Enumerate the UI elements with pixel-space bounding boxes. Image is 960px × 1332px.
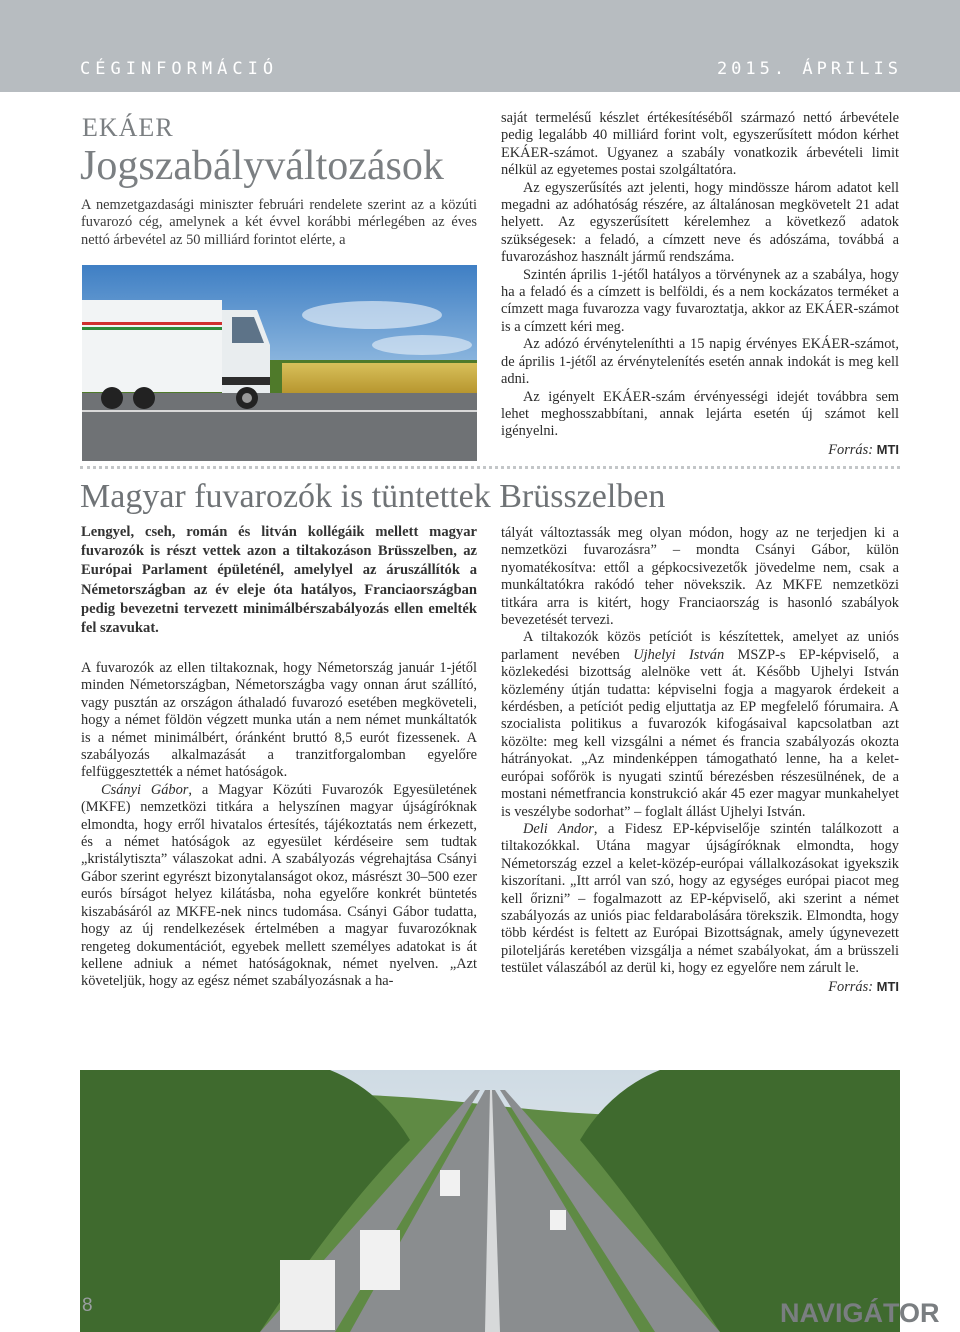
article2-source <box>501 978 899 996</box>
source-org: MTI <box>876 978 899 994</box>
article2-lead: Lengyel, cseh, román és litván kollégáik mellett magyar fuvarozók is részt vettek azon a tiltakozáson Brüsszelben, az Európai Parlament épületénél, amelylyel az áruszállítók a Németországban az év eleje óta hatályos, Franciaországban pedig bevezetni tervezett minimálbérszabályozás ellen emelték fel szavukat. <box>81 524 477 637</box>
person-name: Deli Andor <box>523 820 594 837</box>
article1-paragraph: Szintén április 1-jétől hatályos a törvénynek az a szabálya, hogy ha a feladó és a címzett is belföldi, és a nem kockázatos terméket a címzett maga fuvarozza vagy fuvaroztatja, akkor az EKÁER-számot is a címzett kéri meg. <box>501 266 899 335</box>
article1-paragraph: Az igényelt EKÁER-szám érvényességi idejét továbbra sem lehet meghosszabbítani, annak lejárta esetén új számot kell igényelni. <box>501 388 899 440</box>
page-header <box>0 0 960 92</box>
article2-right-column <box>501 525 899 996</box>
article2-left-column <box>81 660 477 991</box>
source-label: Forrás: <box>828 441 873 458</box>
article2-paragraph: A tiltakozók közös petíciót is készítettek, amelyet az uniós parlament nevében Ujhelyi István MSZP-s EP-képviselő, a közlekedési bizottság alelnöke vett át. Később Ujhelyi István közlemény útján tudatta: képviselni fogja a magyarok érdekeit a kérdésben, a petíciót pedig eljuttatja az EP megfelelő fórumaira. A szocialista politikus a fuvarozók kifogásaival kapcsolatban azt közölte: meg kell vizsgálni a német és francia szabályozás okozta hátrányokat. „Az mindenképpen támogatható lenne, ha a kelet-európai sofőrök is nyugati szintű bérezésben részesülnének, de a mostani németfrancia konstrukció akár 45 ezer magyar munkahelyet is veszélybe sodorhat” – foglalt állást Ujhelyi István. <box>501 629 899 820</box>
article1-paragraph: Az egyszerűsítés azt jelenti, hogy mindössze három adatot kell megadni az adóhatóság részére, az általánosan megkövetelt 21 adat helyett. Az egyszerűsített kérelemhez a következő adatok szükségesek: a feladó, a címzett neve és adószáma, továbbá a fuvarozáshoz használt jármű rendszáma. <box>501 179 899 266</box>
article1-kicker: EKÁER <box>82 113 174 142</box>
article1-intro: A nemzetgazdasági miniszter februári rendelete szerint az a közúti fuvarozó cég, amelynek a két évvel korábbi mérlegében az éves nettó árbevétel az 50 milliárd forintot elérte, a <box>81 197 477 248</box>
source-label: Forrás: <box>828 978 873 995</box>
source-org: MTI <box>876 441 899 457</box>
issue-date: 2015. ÁPRILIS <box>716 59 902 79</box>
article2-paragraph: A fuvarozók az ellen tiltakoznak, hogy Németország január 1-jétől minden Németországban, Németországba vagy onnan árut szállító, vagy pusztán az országon áthaladó fuvarozó esetében megköveteli, hogy a német földön végzett munka után a nem német munkáltatók is a német minimálbért, óránként bruttó 8,5 eurót fizessenek. A szabályozás alkalmazását a tranzitforgalomban egyelőre felfüggesztették a német hatóságok. <box>81 660 477 781</box>
brand-logo: NAVIGÁTOR <box>780 1298 940 1328</box>
article1-paragraph: Az adózó érvényteleníthti a 15 napig érvényes EKÁER-számot, de április 1-jétől az érvénytelenítés esetén annak indokát is meg kell adni. <box>501 336 899 388</box>
article2-paragraph: Csányi Gábor, a Magyar Közúti Fuvarozók Egyesületének (MKFE) nemzetközi titkára a helyszínen magyar újságíróknak elmondta, hogy erről hivatalos értesítés, tájékoztatás nem érkezett, és a német hatóságok az egyesület kérdéseire sem tudtak „kristálytiszta” válaszokat adni. A szabályozás végrehajtása Csányi Gábor szerint egyrészt bizonytalanságot okoz, másrészt 30–500 ezer eurós bírságot helyez kilátásba, noha egyelőre konkrét büntetés kiszabásáról az MKFE-nek nincs tudomása. Csányi Gábor tudatta, hogy az új rendelkezések értelmében a magyar fuvarozóknak rengeteg dokumentációt, egyebek mellett személyes adatokat is át kellene adniuk a német hatóságoknak, német nyelven. „Azt követeljük, hogy az egész német szabályozásnak a ha- <box>81 781 477 990</box>
truck-photo <box>82 265 477 461</box>
article1-title: Jogszabályváltozások <box>80 143 444 189</box>
article2-title: Magyar fuvarozók is tüntettek Brüsszelben <box>80 478 666 515</box>
section-label: CÉGINFORMÁCIÓ <box>80 59 279 79</box>
section-divider <box>80 466 900 469</box>
person-name: Ujhelyi István <box>633 646 725 663</box>
article1-paragraph: saját termelésű készlet értékesítéséből származó nettó árbevétele pedig legalább 40 milliárd forint volt, egyszerűsített módon kérhet EKÁER-számot. Ugyanez a szabály vonatkozik árbevételi limit nélkül az egyetemes postai szolgáltatóra. <box>501 110 899 179</box>
person-name: Csányi Gábor <box>101 781 189 798</box>
article2-paragraph: Deli Andor, a Fidesz EP-képviselője szintén találkozott a tiltakozókkal. Utána magyar újságíróknak elmondta, hogy Németország ezzel a kelet-közép-európai vállalkozásokat igyekszik kiszorítani. „Itt arról van szó, hogy az egységes európai piacot meg kell őrizni” – fogalmazott az EP-képviselő, aki szerint a német szabályozás az uniós piac feldarabolására törekszik. Elmondta, hogy több kérdést is feltett az Európai Bizottságnak, amely úgynevezett piloteljárás keretében vizsgálja a német szabályokat, ám a brüsszeli testület válaszából az derül ki, hogy ez egyelőre nem zárult le. <box>501 820 900 977</box>
article2-paragraph: tályát változtassák meg olyan módon, hogy az ne terjedjen ki a nemzetközi fuvarozásra” – mondta Csányi Gábor, külön nyomatékosítva: ettől a gépkocsivezetők jövedelme nem, csak a munkáltatókra rakódó teher növekszik. Az MKFE nemzetközi titkára arra is kitért, hogy Franciaország is hasonló szabályok bevezetését tervezi. <box>501 525 899 629</box>
article1-right-column <box>501 110 899 459</box>
page-number: 8 <box>82 1295 93 1316</box>
highway-photo <box>80 1070 900 1332</box>
article1-source <box>501 441 899 459</box>
